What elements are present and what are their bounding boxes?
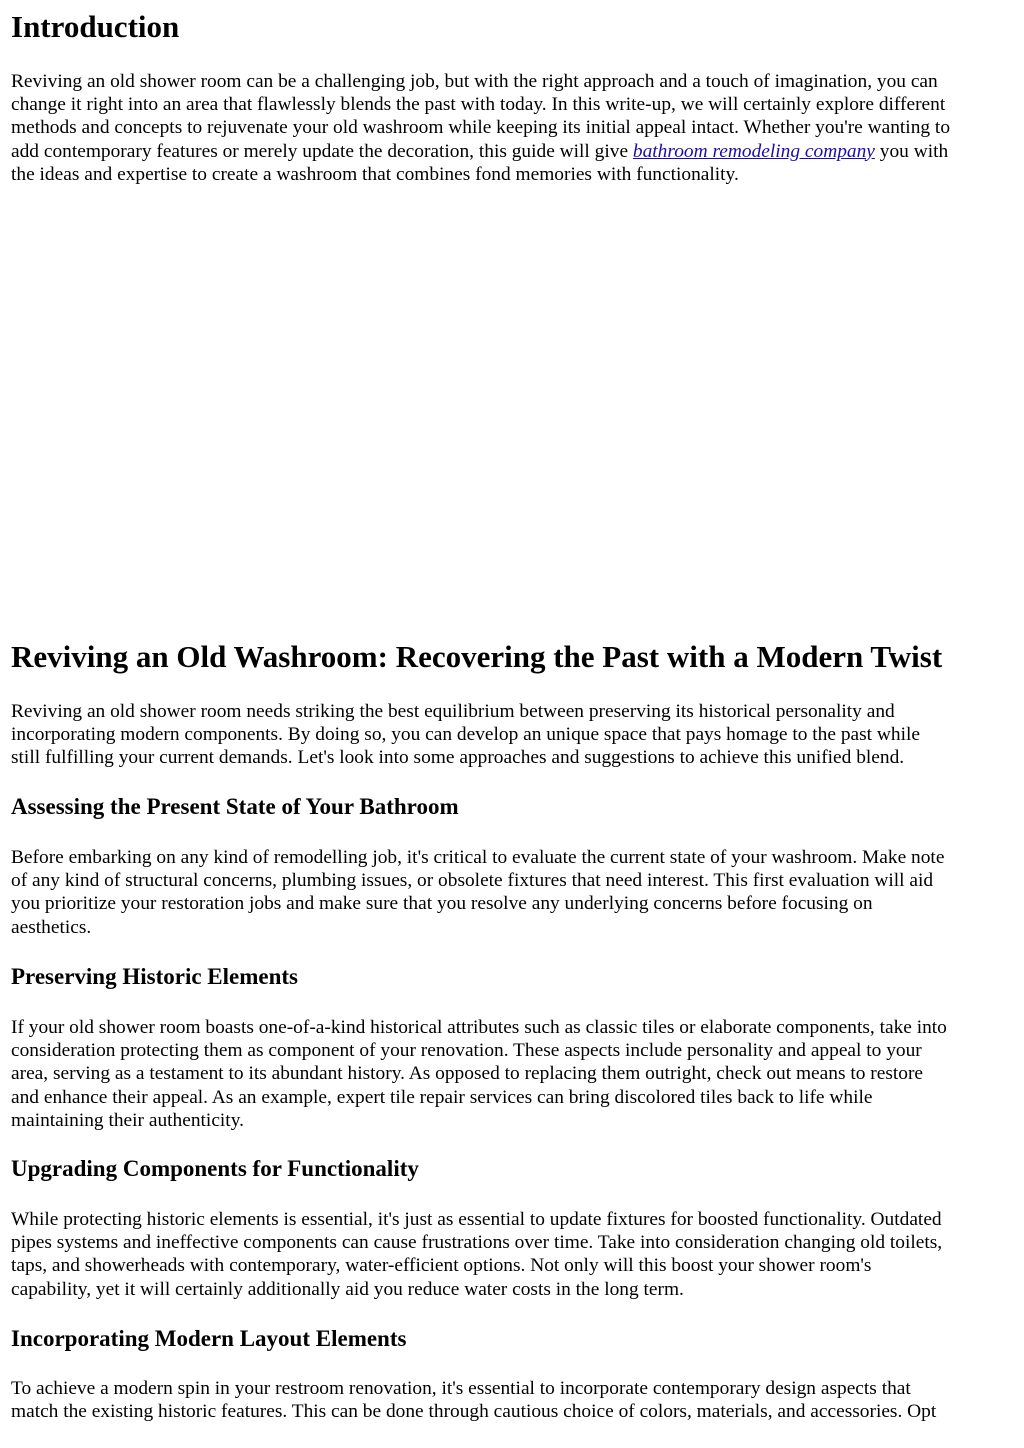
section-heading-modern-layout: Incorporating Modern Layout Elements: [11, 1326, 407, 1351]
link-prefix-text: add contemporary features or merely update the decoration, this guide will give: [11, 140, 633, 162]
paragraph-line: consideration protecting them as component of your renovation. These aspects include personality and appeal to your: [11, 1040, 922, 1062]
article-main-heading: Reviving an Old Washroom: Recovering the Past with a Modern Twist: [11, 639, 943, 674]
paragraph-line: of any kind of structural concerns, plumbing issues, or obsolete fixtures that need interest. This first evaluation will aid: [11, 870, 934, 892]
section-heading-preserving: Preserving Historic Elements: [11, 964, 299, 989]
paragraph-line: still fulfilling your current demands. Let's look into some approaches and suggestions to achieve this unified blend.: [11, 747, 905, 769]
section-paragraph-modern-layout: [11, 1377, 1013, 1423]
link-suffix-text: you with: [874, 140, 949, 162]
lead-paragraph: [11, 700, 1013, 770]
paragraph-line: incorporating modern components. By doing so, you can develop an unique space that pays homage to the past while: [11, 724, 920, 746]
paragraph-line: and enhance their appeal. As an example, expert tile repair services can bring discolored tiles back to life while: [11, 1086, 873, 1108]
paragraph-line: you prioritize your restoration jobs and make sure that you resolve any underlying concerns before focusing on: [11, 893, 873, 915]
section-heading-upgrading: Upgrading Components for Functionality: [11, 1156, 419, 1181]
paragraph-line: match the existing historic features. This can be done through cautious choice of colors, materials, and accessories. Opt: [11, 1401, 937, 1423]
paragraph-line: capability, yet it will certainly additionally aid you reduce water costs in the long term.: [11, 1278, 684, 1300]
section-paragraph-preserving: [11, 1016, 1013, 1132]
paragraph-line: Before embarking on any kind of remodelling job, it's critical to evaluate the current state of your washroom. Make note: [11, 847, 945, 868]
paragraph-line: methods and concepts to rejuvenate your old washroom while keeping its initial appeal intact. Whether you're wanting to: [11, 117, 951, 139]
paragraph-line: Reviving an old shower room needs striking the best equilibrium between preserving its historical personality and: [11, 701, 895, 722]
introduction-heading: Introduction: [11, 9, 180, 44]
paragraph-line: To achieve a modern spin in your restroom renovation, it's essential to incorporate contemporary design aspects that: [11, 1378, 911, 1399]
section-paragraph-assessing: [11, 846, 1013, 939]
paragraph-line-with-link: [11, 140, 1013, 163]
paragraph-line: the ideas and expertise to create a washroom that combines fond memories with functionality.: [11, 163, 739, 185]
paragraph-line: If your old shower room boasts one-of-a-kind historical attributes such as classic tiles or elaborate components, take into: [11, 1017, 947, 1038]
section-paragraph-upgrading: [11, 1208, 1013, 1301]
bathroom-remodeling-company-link[interactable]: bathroom remodeling company: [632, 140, 875, 162]
paragraph-line: taps, and showerheads with contemporary, water-efficient options. Not only will this boost your shower room's: [11, 1255, 872, 1277]
paragraph-line: aesthetics.: [11, 916, 92, 938]
paragraph-line: While protecting historic elements is essential, it's just as essential to update fixtures for boosted functionality. Outdated: [11, 1209, 942, 1230]
introduction-paragraph: [11, 70, 1013, 186]
paragraph-line: Reviving an old shower room can be a challenging job, but with the right approach and a touch of imagination, you can: [11, 71, 938, 92]
paragraph-line: change it right into an area that flawlessly blends the past with today. In this write-up, we will certainly explore different: [11, 94, 946, 116]
paragraph-line: area, serving as a testament to its abundant history. As opposed to replacing them outright, check out means to restore: [11, 1063, 924, 1085]
section-heading-assessing: Assessing the Present State of Your Bathroom: [11, 794, 459, 819]
paragraph-line: pipes systems and ineffective components can cause frustrations over time. Take into consideration changing old toilets,: [11, 1232, 943, 1254]
paragraph-line: maintaining their authenticity.: [11, 1109, 244, 1131]
